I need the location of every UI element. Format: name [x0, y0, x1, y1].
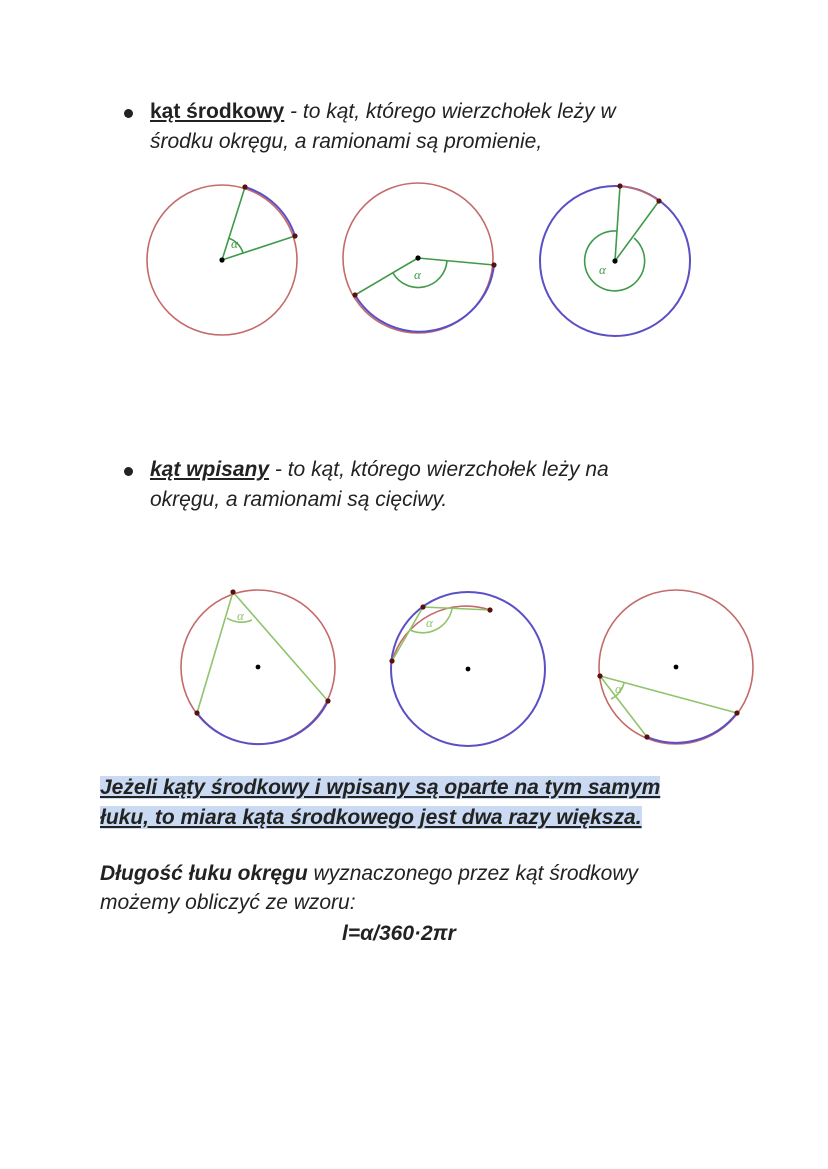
alpha-label: α: [414, 267, 421, 282]
arc-length-line2: możemy obliczyć ze wzoru:: [100, 891, 356, 914]
alpha-label: α: [237, 608, 244, 623]
alpha-label: α: [231, 236, 238, 251]
inscribed-angle-figure-1: [181, 589, 335, 744]
arc-length-line1: [100, 859, 638, 889]
arc-length-text: wyznaczonego przez kąt środkowy: [307, 862, 639, 885]
definition-central-angle-line2: środku okręgu, a ramionami są promienie,: [150, 130, 543, 153]
central-angle-figure-2: [343, 183, 497, 333]
arc-length-formula: l=α/360·2πr: [342, 922, 456, 945]
theorem-line2: [100, 803, 642, 833]
alpha-label: α: [615, 681, 622, 696]
theorem-line1: [100, 773, 660, 803]
term-inscribed-angle: kąt wpisany: [150, 458, 270, 481]
central-angle-figure-1: [147, 184, 298, 335]
highlighted-text: Jeżeli kąty środkowy i wpisany są oparte na tym samym: [100, 776, 661, 799]
arc-length-term: Długość łuku okręgu: [100, 862, 308, 885]
inscribed-angle-figure-2: [389, 592, 545, 746]
highlighted-text: łuku, to miara kąta środkowego jest dwa razy większa.: [100, 806, 642, 829]
definition-inscribed-angle-line2: okręgu, a ramionami są cięciwy.: [150, 488, 448, 511]
inscribed-angle-figure-3: [597, 590, 753, 744]
central-angle-figure-3: [540, 183, 690, 336]
alpha-label: α: [599, 262, 606, 277]
definition-text: - to kąt, którego wierzchołek leży na: [269, 458, 609, 481]
definition-text: - to kąt, którego wierzchołek leży w: [284, 100, 616, 123]
term-central-angle: kąt środkowy: [150, 100, 285, 123]
alpha-label: α: [426, 615, 433, 630]
